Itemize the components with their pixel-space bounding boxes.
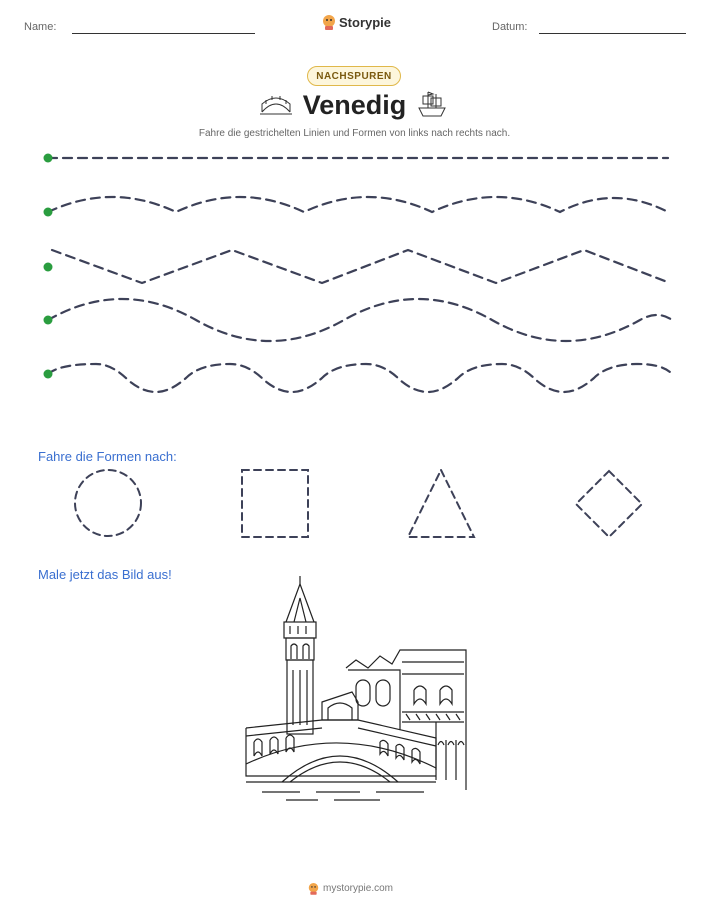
ship-icon <box>419 92 445 116</box>
instructions: Fahre die gestrichelten Linien und Formen von links nach rechts nach. <box>198 128 511 139</box>
shape-triangle <box>408 470 474 537</box>
start-dot <box>44 154 53 163</box>
worksheet-type-badge: NACHSPUREN <box>307 66 401 86</box>
tracing-line-tight-wave <box>48 364 670 392</box>
brand-name: Storypie <box>339 14 392 30</box>
start-dots <box>44 154 53 379</box>
tracing-lines <box>48 158 672 392</box>
shapes-heading: Fahre die Formen nach: <box>38 449 177 464</box>
start-dot <box>44 208 53 217</box>
start-dot <box>44 316 53 325</box>
start-dot <box>44 370 53 379</box>
name-label: Name: <box>24 21 57 33</box>
shape-diamond <box>576 471 642 537</box>
page-title: Venedig <box>302 90 407 120</box>
bridge-icon <box>260 96 292 114</box>
tracing-line-large-wave <box>48 299 672 341</box>
venice-coloring-picture <box>246 576 466 800</box>
tracing-line-gentle-wave <box>48 197 668 212</box>
footer-url: mystorypie.com <box>323 883 394 894</box>
tracing-shapes <box>75 470 642 537</box>
coloring-heading: Male jetzt das Bild aus! <box>38 567 172 582</box>
tracing-line-zigzag <box>52 250 670 283</box>
shape-circle <box>75 470 141 536</box>
shape-square <box>242 470 308 537</box>
start-dot <box>44 263 53 272</box>
date-label: Datum: <box>492 21 528 33</box>
